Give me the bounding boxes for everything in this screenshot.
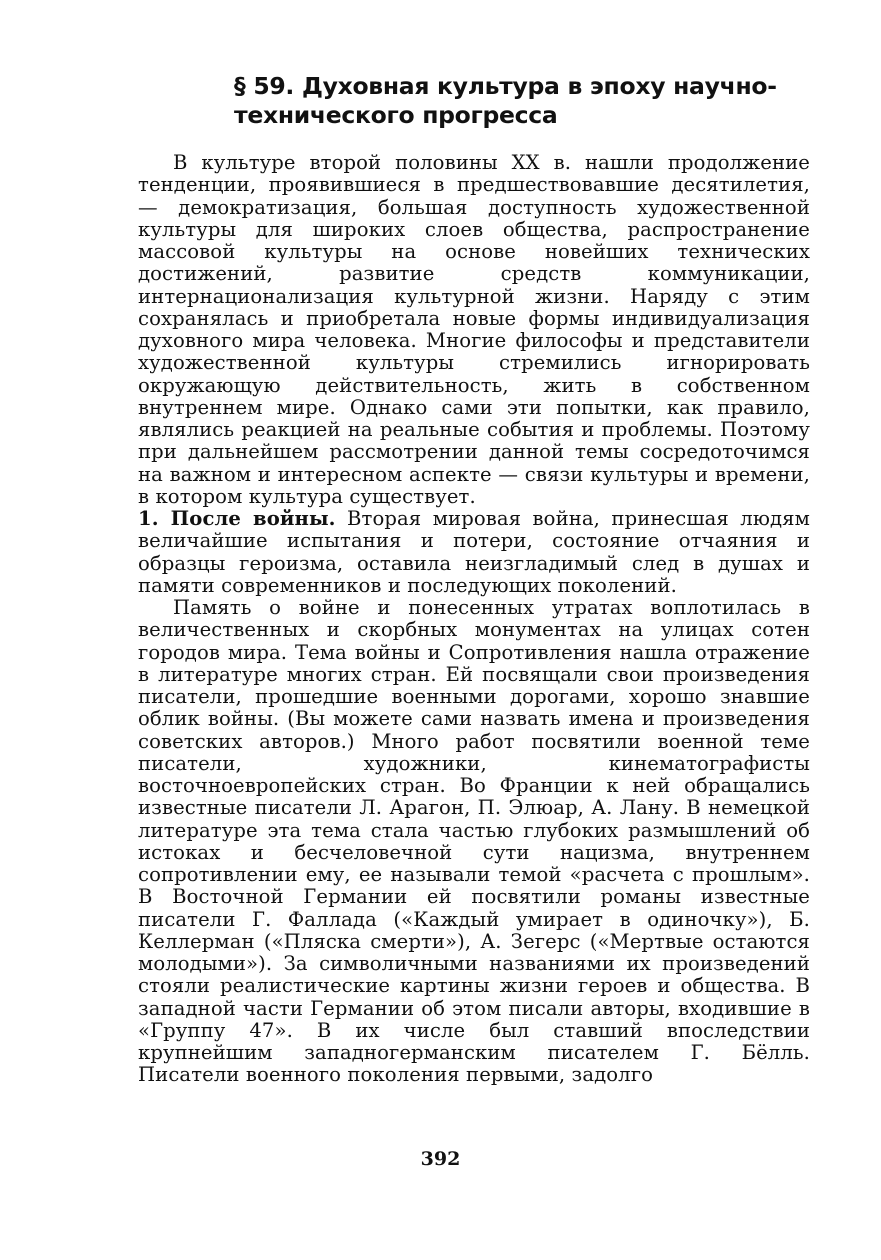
paragraph-after-war <box>138 508 810 597</box>
section-title: § 59. Духовная культура в эпоху научно-технического прогресса <box>234 72 777 129</box>
paragraph-memory-of-war: Память о войне и понесенных утратах воплотилась в величественных и скорбных монументах на улицах сотен городов мира. Тема войны и Сопротивления нашла отражение в литературе многих стран. Ей посвящали свои произведения писатели, прошедшие военными дорогами, хорошо знавшие облик войны. (Вы можете сами назвать имена и произведения советских авторов.) Много работ посвятили военной теме писатели, художники, кинематографисты восточноевропейских стран. Во Франции к ней обращались известные писатели Л. Арагон, П. Элюар, А. Лану. В немецкой литературе эта тема стала частью глубоких размышлений об истоках и бесчеловечной сути нацизма, внутреннем сопротивлении ему, ее называли темой «расчета с прошлым». В Восточной Германии ей посвятили романы известные писатели Г. Фаллада («Каждый умирает в одиночку»), Б. Келлерман («Пляска смерти»), А. Зегерс («Мертвые остаются молодыми»). За символичными названиями их произведений стояли реалистические картины жизни героев и общества. В западной части Германии об этом писали авторы, входившие в «Группу 47». В их числе был ставший впоследствии крупнейшим западногерманским писателем Г. Бёлль. Писатели военного поколения первыми, задолго <box>138 596 810 1087</box>
body-text <box>138 152 810 1087</box>
page-number: 392 <box>420 1148 461 1170</box>
paragraph-intro: В культуре второй половины XX в. нашли продолжение тенденции, проявившиеся в предшествовавшие десятилетия, — демократизация, большая доступность художественной культуры для широких слоев общества, распространение массовой культуры на основе новейших технических достижений, развитие средств коммуникации, интернационализация культурной жизни. Наряду с этим сохранялась и приобретала новые формы индивидуализация духовного мира человека. Многие философы и представители художественной культуры стремились игнорировать окружающую действительность, жить в собственном внутреннем мире. Однако сами эти попытки, как правило, являлись реакцией на реальные события и проблемы. Поэтому при дальнейшем рассмотрении данной темы сосредоточимся на важном и интересном аспекте — связи культуры и времени, в котором культура существует. <box>138 151 810 508</box>
subsection-heading: 1. После войны. <box>138 507 336 530</box>
paragraph-after-war-text: Вторая мировая война, принесшая людям величайшие испытания и потери, состояние отчаяния и образцы героизма, оставила неизгладимый след в душах и памяти современников и последующих поколений. <box>138 507 810 597</box>
